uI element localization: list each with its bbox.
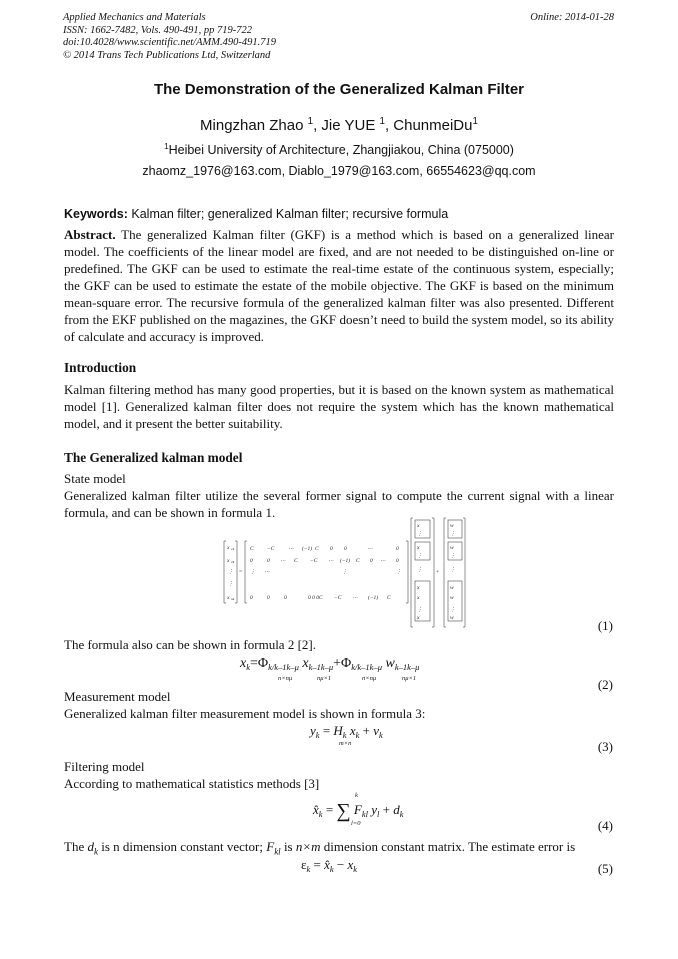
equation-number: (1): [597, 618, 613, 633]
abstract-label: Abstract.: [64, 227, 116, 242]
svg-text:x: x: [227, 558, 230, 564]
formula-1-matrix: [222, 515, 467, 630]
svg-text:C: C: [387, 595, 391, 601]
author-sup: 1: [379, 116, 385, 127]
svg-text:⋯: ⋯: [352, 595, 358, 601]
author-name: ChunmeiDu: [393, 117, 473, 134]
svg-text:0 0 0C: 0 0 0C: [308, 595, 323, 601]
svg-text:0: 0: [284, 595, 287, 601]
svg-text:(−1): (−1): [340, 558, 351, 564]
svg-text:⋮: ⋮: [417, 607, 423, 613]
measurement-model-label: Measurement model: [64, 689, 171, 704]
abstract-text: The generalized Kalman filter (GKF) is a method which is based on a generalized linear model. The coefficients of the linear model are fixed, and are not needed to be distinguished on-line or predefined. The GKF can be used to estimate the real-time estate of the continuous system, especially; the GKF can be used to estimate the estate of the mobile objective. The GKF is based on the minimum mean-square error. The recursive formula of the generalized kalman filter was also presented. Different from the EKF published on the magazines, the GKF doesn’t need to build the system model, so its ability of calculate and accuracy is improved.: [64, 227, 615, 344]
formula-2: $x_k=\Phi_{k/k-1k-\mu}$ $x_{k-1k-\mu}+\Phi_{k/k-1k-\mu}$ $w_{k-1k-\mu}$: [240, 656, 420, 672]
author-name: Jie YUE: [321, 117, 376, 134]
journal-header: [63, 12, 276, 62]
svg-text:0: 0: [250, 558, 253, 564]
measurement-model-text: Generalized kalman filter measurement model is shown in formula 3:: [64, 706, 426, 721]
svg-text:0: 0: [267, 558, 270, 564]
svg-text:⋮: ⋮: [342, 569, 348, 575]
equation-number: (2): [597, 677, 613, 692]
svg-text:⋯: ⋯: [280, 558, 286, 564]
svg-text:+: +: [436, 569, 440, 575]
dk-sentence: The $d_k$ is n dimension constant vector; $F_{kl}$ is n×m dimension constant matrix. The estimate error is: [64, 839, 576, 857]
svg-text:−C: −C: [267, 546, 275, 552]
intro-heading: Introduction: [64, 360, 137, 375]
svg-text:C: C: [294, 558, 298, 564]
state-model-label: State model: [64, 471, 126, 486]
svg-text:⋯: ⋯: [328, 558, 334, 564]
filtering-model-text: According to mathematical statistics methods [3]: [64, 776, 320, 791]
svg-text:⋮: ⋮: [228, 581, 234, 587]
svg-text:(−1): (−1): [302, 546, 313, 552]
svg-text:⋮: ⋮: [450, 567, 456, 573]
state-model-text: Generalized kalman filter utilize the several former signal to compute the current signal with a linear formula, and can be shown in formula 1.: [64, 488, 614, 520]
keywords-label: Keywords:: [64, 207, 128, 221]
svg-text:⋮: ⋮: [417, 567, 423, 573]
svg-text:C: C: [250, 546, 254, 552]
keywords-text: Kalman filter; generalized Kalman filter; recursive formula: [131, 207, 449, 221]
svg-text:w: w: [450, 523, 454, 529]
author-name: Mingzhan Zhao: [200, 117, 304, 134]
svg-text:0: 0: [396, 546, 399, 552]
svg-text:x: x: [227, 595, 230, 601]
abstract: [64, 226, 614, 345]
svg-text:⋮: ⋮: [450, 607, 456, 613]
svg-text:⋮: ⋮: [417, 553, 423, 559]
svg-text:⋮: ⋮: [450, 553, 456, 559]
author-sup: 1: [307, 116, 314, 127]
svg-text:0: 0: [267, 595, 270, 601]
svg-text:⋮: ⋮: [228, 569, 234, 575]
formula-2-text: The formula also can be shown in formula 2 [2].: [64, 637, 316, 652]
svg-text:⋯: ⋯: [367, 546, 373, 552]
equation-number: (5): [597, 861, 613, 876]
intro-text: Kalman filtering method has many good properties, but it is based on the known system as mathematical model [1]. Generalized kalman filter does not require the system which has the known mathematical model, and it present the better suitability.: [64, 382, 614, 431]
svg-text:0: 0: [370, 558, 373, 564]
formula-5: $\varepsilon_k$ = $x̂_k - x_k$: [301, 857, 358, 874]
svg-text:C: C: [356, 558, 360, 564]
svg-text:x: x: [417, 595, 420, 601]
equation-number: (4): [597, 818, 613, 833]
journal-name: Applied Mechanics and Materials: [63, 12, 206, 23]
svg-text:nk: nk: [231, 597, 235, 601]
doi-line: doi:10.4028/www.scientific.net/AMM.490-491.719: [63, 37, 276, 48]
svg-text:w: w: [450, 615, 454, 621]
svg-text:0: 0: [344, 546, 347, 552]
svg-text:1k: 1k: [231, 547, 235, 551]
formula-3: $y_k = H_k$ $x_k + v_k$: [310, 723, 383, 740]
issn-line: ISSN: 1662-7482, Vols. 490-491, pp 719-722: [63, 24, 252, 36]
svg-text:x: x: [417, 523, 420, 529]
svg-text:⋮: ⋮: [396, 569, 402, 575]
svg-text:−C: −C: [334, 595, 342, 601]
keywords: [64, 207, 448, 221]
author-list: Mingzhan Zhao $^1$, Jie YUE $^1$, ChunmeiDu$^1$: [200, 116, 478, 134]
svg-text:w: w: [450, 595, 454, 601]
svg-text:x: x: [417, 545, 420, 551]
affiliation: $^1$Heibei University of Architecture, Zhangjiakou, China (075000): [164, 141, 514, 157]
paper-title: The Demonstration of the Generalized Kalman Filter: [153, 81, 525, 98]
svg-text:⋮: ⋮: [450, 531, 456, 537]
svg-text:x: x: [417, 585, 420, 591]
svg-text:⋯: ⋯: [380, 558, 386, 564]
svg-text:C: C: [315, 546, 319, 552]
svg-text:x: x: [227, 545, 230, 551]
svg-text:2k: 2k: [231, 560, 235, 564]
svg-text:⋯: ⋯: [288, 546, 294, 552]
svg-text:=: =: [239, 569, 243, 575]
author-sup: 1: [472, 116, 478, 127]
formula-4: $x̂_k$ = ∑ $F_{kl}$ $y_l + d_k$: [313, 800, 404, 822]
equation-number: (3): [597, 739, 613, 754]
svg-text:w: w: [450, 545, 454, 551]
online-date: Online: 2014-01-28: [530, 12, 614, 23]
author-emails: zhaomz_1976@163.com, Diablo_1979@163.com, 66554623@qq.com: [142, 164, 536, 178]
svg-text:0: 0: [250, 595, 253, 601]
svg-text:0: 0: [330, 546, 333, 552]
svg-text:⋯: ⋯: [264, 569, 270, 575]
filtering-model-label: Filtering model: [64, 759, 145, 774]
svg-text:0: 0: [396, 558, 399, 564]
gkm-heading: The Generalized kalman model: [64, 450, 243, 465]
svg-text:⋮: ⋮: [417, 531, 423, 537]
svg-text:(−1): (−1): [368, 595, 379, 601]
svg-text:x: x: [417, 615, 420, 621]
svg-text:−C: −C: [310, 558, 318, 564]
copyright-line: © 2014 Trans Tech Publications Ltd, Switzerland: [63, 49, 271, 61]
svg-text:⋮: ⋮: [250, 569, 256, 575]
svg-text:w: w: [450, 585, 454, 591]
